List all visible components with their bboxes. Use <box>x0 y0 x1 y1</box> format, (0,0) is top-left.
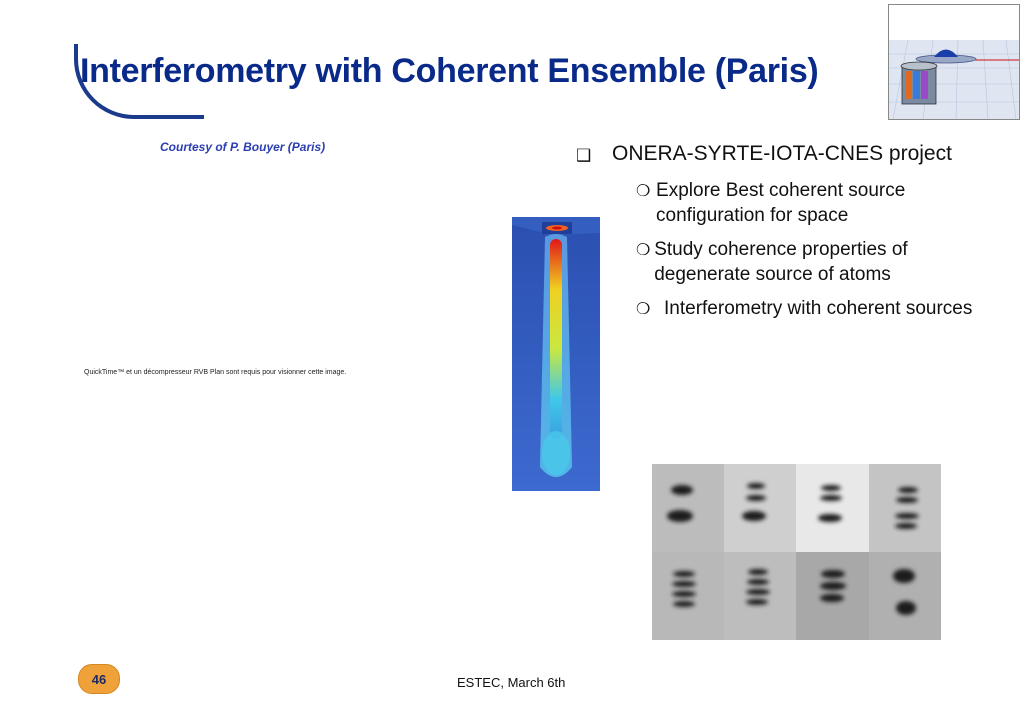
bullet-main-text: ONERA-SYRTE-IOTA-CNES project <box>612 142 952 165</box>
slide-title: Interferometry with Coherent Ensemble (Paris) <box>80 52 819 90</box>
bullet-main <box>576 140 976 169</box>
bullet-sub-text: Explore Best coherent source configuration for space <box>656 180 906 226</box>
circle-bullet-icon: ❍ <box>636 301 651 318</box>
interference-fringe-grid <box>652 464 941 640</box>
circle-bullet-icon: ❍ <box>636 242 651 259</box>
circle-bullet-icon: ❍ <box>636 183 651 200</box>
bullet-sub <box>636 237 976 287</box>
bullet-list <box>576 140 976 322</box>
page-number-badge: 46 <box>78 664 120 694</box>
quicktime-placeholder-note: QuickTime™ et un décompresseur RVB Plan sont requis pour visionner cette image. <box>84 369 347 376</box>
bullet-sub-text: Study coherence properties of degenerate source of atoms <box>654 239 908 285</box>
bullet-sub <box>636 178 976 228</box>
bullet-sub <box>636 296 976 322</box>
satellite-illustration <box>888 4 1020 120</box>
bullet-sub-text: Interferometry with coherent sources <box>664 298 973 319</box>
footer-text: ESTEC, March 6th <box>457 675 566 690</box>
courtesy-caption: Courtesy of P. Bouyer (Paris) <box>160 140 326 154</box>
checkbox-bullet-icon: ❑ <box>576 146 592 165</box>
